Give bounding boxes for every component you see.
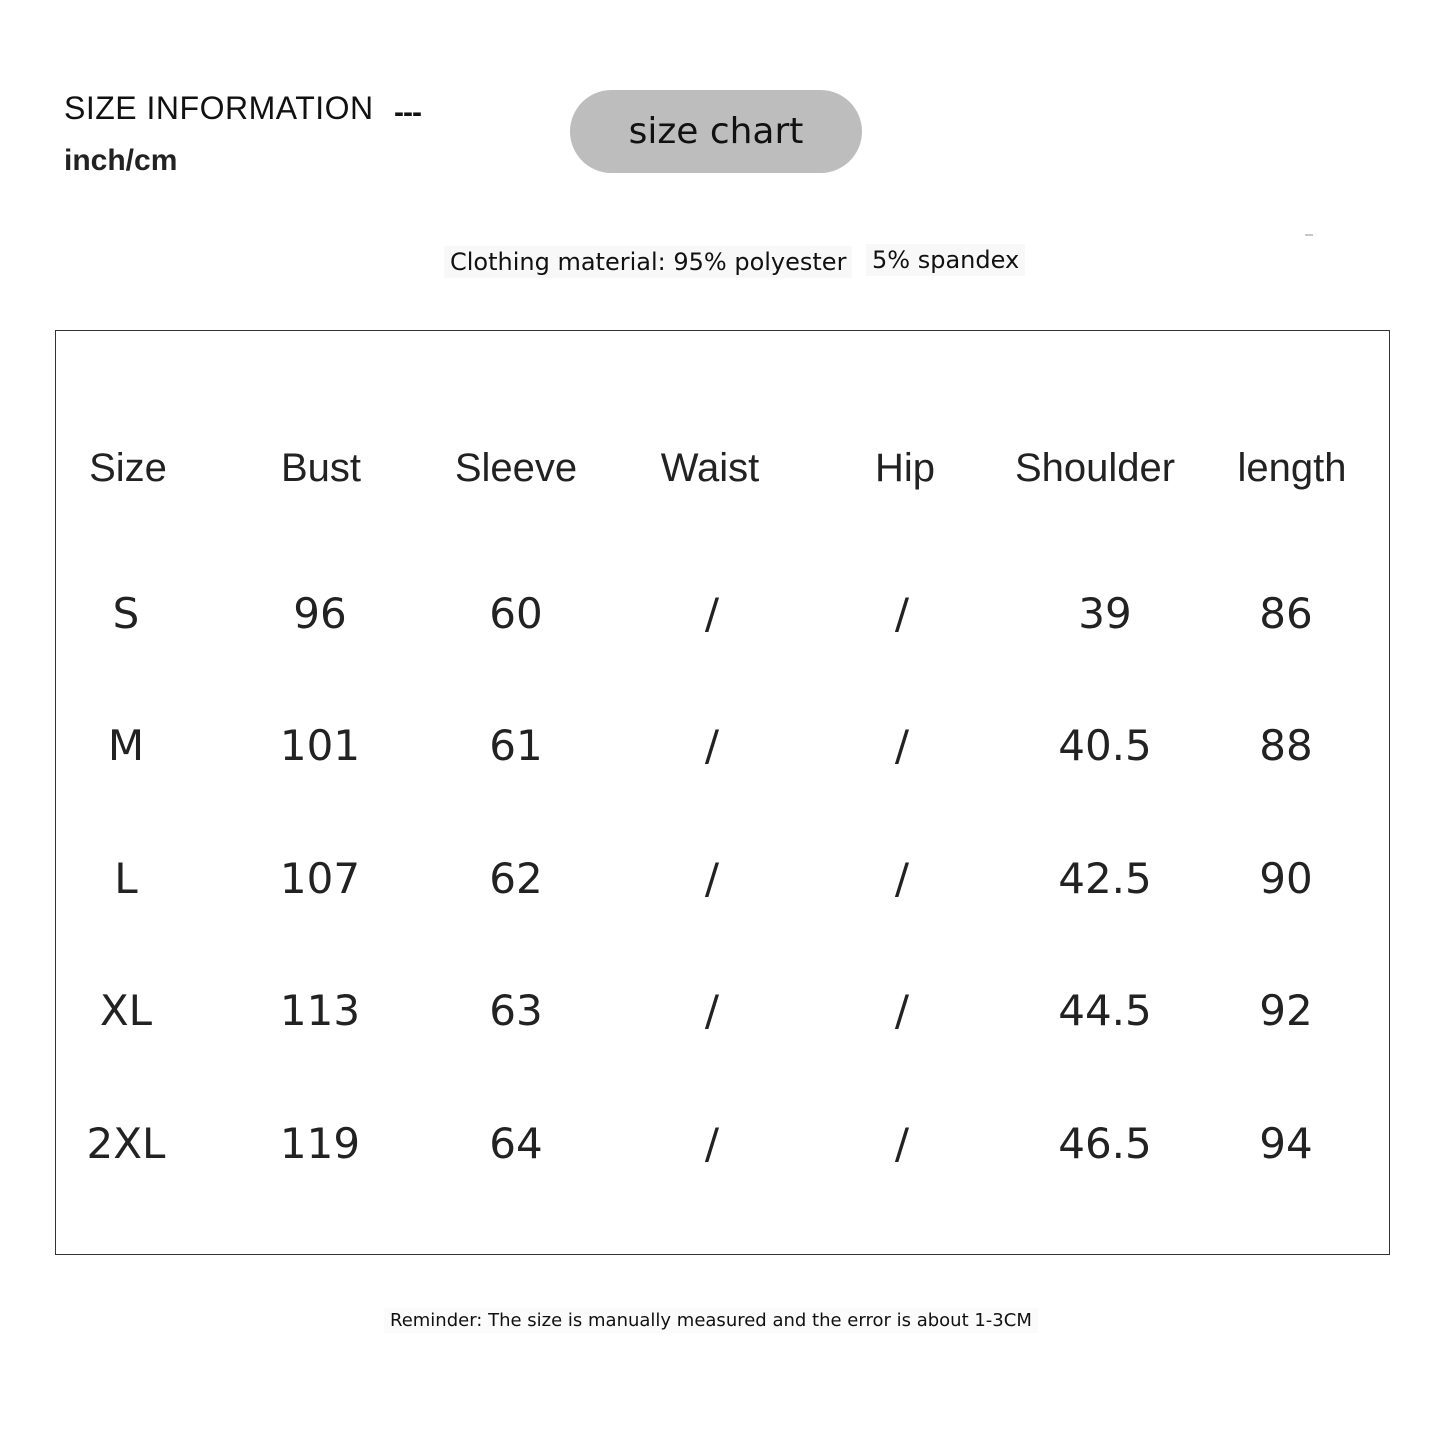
column-header-shoulder: Shoulder [1014, 446, 1176, 490]
table-cell: 96 [293, 589, 347, 638]
table-cell: 94 [1259, 1119, 1313, 1168]
column-header-sleeve: Sleeve [454, 446, 578, 490]
table-cell: / [894, 721, 910, 770]
table-cell: M [107, 721, 145, 770]
table-cell: 46.5 [1058, 1119, 1152, 1168]
table-cell: / [704, 1119, 720, 1168]
material-secondary: 5% spandex [866, 244, 1025, 276]
table-cell: 64 [489, 1119, 543, 1168]
table-cell: / [704, 721, 720, 770]
table-cell: / [704, 986, 720, 1035]
column-header-length: length [1237, 446, 1347, 490]
table-cell: S [112, 589, 140, 638]
table-cell: / [704, 589, 720, 638]
table-cell: 60 [489, 589, 543, 638]
table-cell: 2XL [86, 1119, 166, 1168]
table-cell: / [704, 854, 720, 903]
table-cell: L [114, 854, 138, 903]
size-chart-badge: size chart [570, 90, 862, 173]
table-cell: 86 [1259, 589, 1313, 638]
table-cell: / [894, 1119, 910, 1168]
title-dashes: --- [394, 96, 421, 129]
units-label: inch/cm [64, 144, 178, 177]
table-cell: XL [99, 986, 153, 1035]
table-cell: 119 [279, 1119, 361, 1168]
table-cell: 40.5 [1058, 721, 1152, 770]
table-cell: 88 [1259, 721, 1313, 770]
table-cell: 107 [279, 854, 361, 903]
table-cell: / [894, 854, 910, 903]
table-cell: / [894, 986, 910, 1035]
column-header-size: Size [89, 446, 167, 490]
stray-mark [1305, 234, 1313, 236]
table-cell: 90 [1259, 854, 1313, 903]
measurement-reminder: Reminder: The size is manually measured and the error is about 1-3CM [384, 1308, 1038, 1333]
table-cell: 39 [1078, 589, 1132, 638]
table-cell: / [894, 589, 910, 638]
table-cell: 61 [489, 721, 543, 770]
table-cell: 113 [279, 986, 361, 1035]
table-cell: 42.5 [1058, 854, 1152, 903]
size-information-title: SIZE INFORMATION [64, 90, 374, 126]
column-header-bust: Bust [280, 446, 362, 490]
table-cell: 62 [489, 854, 543, 903]
table-cell: 101 [279, 721, 361, 770]
table-cell: 92 [1259, 986, 1313, 1035]
size-table [55, 330, 1390, 1255]
column-header-waist: Waist [660, 446, 760, 490]
material-main: Clothing material: 95% polyester [444, 246, 852, 278]
table-cell: 44.5 [1058, 986, 1152, 1035]
table-cell: 63 [489, 986, 543, 1035]
column-header-hip: Hip [874, 446, 936, 490]
